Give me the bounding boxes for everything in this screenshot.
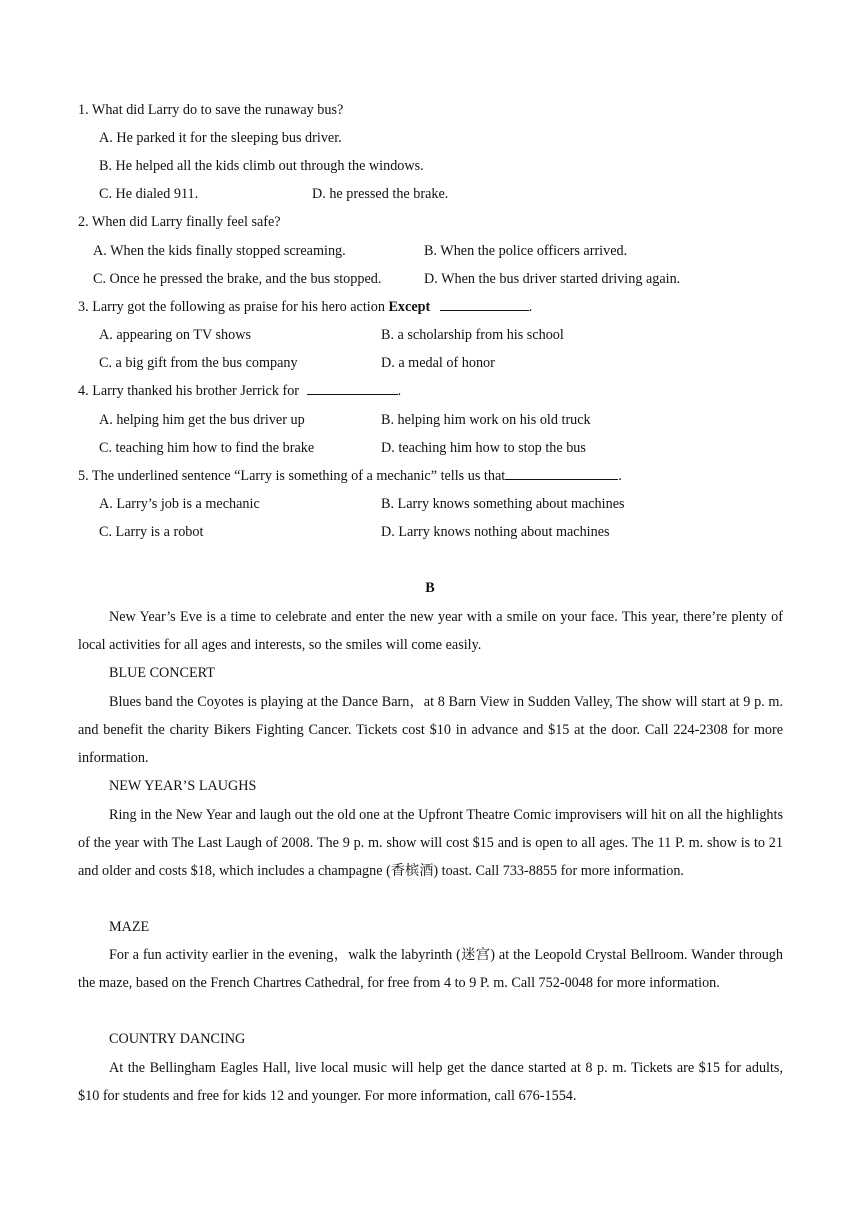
question-4-option-c: C. teaching him how to find the brake (99, 440, 315, 456)
question-4-stem-end: . (397, 383, 402, 399)
event-heading-maze: MAZE (109, 919, 150, 935)
question-5-option-b: B. Larry knows something about machines (381, 496, 625, 512)
question-2-option-a: A. When the kids finally stopped screaming. (93, 243, 346, 259)
question-4-option-d: D. teaching him how to stop the bus (381, 440, 586, 456)
answer-blank (505, 467, 618, 480)
question-1-option-c: C. He dialed 911. (99, 186, 199, 202)
question-3-stem-emphasis: Except (388, 299, 431, 315)
question-3-option-c: C. a big gift from the bus company (99, 355, 298, 371)
event-body-country-dancing: At the Bellingham Eagles Hall, live local music will help get the dance started at 8 p. m. Tickets are $15 for adults, $10 for students and free for kids 12 and younger. For more information, call 676-1554. (78, 1060, 783, 1105)
question-2-option-d: D. When the bus driver started driving again. (424, 271, 681, 287)
question-3-option-a: A. appearing on TV shows (99, 327, 251, 343)
event-body-blue-concert: Blues band the Coyotes is playing at the Dance Barn，at 8 Barn View in Sudden Valley, The show will start at 9 p. m. and benefit the charity Bikers Fighting Cancer. Tickets cost $10 in advance and $15 at the door. Call 224-2308 for more information. (78, 694, 783, 767)
question-5-option-c: C. Larry is a robot (99, 524, 204, 540)
question-5-option-a: A. Larry’s job is a mechanic (99, 496, 260, 512)
question-3-stem (78, 297, 532, 317)
section-title: B (425, 580, 435, 596)
event-heading-blue-concert: BLUE CONCERT (109, 665, 215, 681)
intro-paragraph: New Year’s Eve is a time to celebrate and enter the new year with a smile on your face. This year, there’re plenty of local activities for all ages and interests, so the smiles will come easily. (78, 609, 783, 654)
question-2-option-b: B. When the police officers arrived. (424, 243, 628, 259)
event-body-maze: For a fun activity earlier in the evening，walk the labyrinth (迷宫) at the Leopold Crystal Bellroom. Wander through the maze, based on the French Chartres Cathedral, for free from 4 to 9 P. m. Call 752-0048 for more information. (78, 947, 783, 992)
question-3-option-b: B. a scholarship from his school (381, 327, 564, 343)
question-3-stem-text: 3. Larry got the following as praise for his hero action (78, 299, 389, 315)
question-1-option-d: D. he pressed the brake. (312, 186, 449, 202)
question-4-stem-text: 4. Larry thanked his brother Jerrick for (78, 383, 303, 399)
question-1-stem: 1. What did Larry do to save the runaway bus? (78, 102, 344, 118)
question-5-option-d: D. Larry knows nothing about machines (381, 524, 610, 540)
event-heading-country-dancing: COUNTRY DANCING (109, 1031, 246, 1047)
question-4-option-b: B. helping him work on his old truck (381, 412, 591, 428)
event-heading-new-years-laughs: NEW YEAR’S LAUGHS (109, 778, 257, 794)
question-3-option-d: D. a medal of honor (381, 355, 495, 371)
question-2-option-c: C. Once he pressed the brake, and the bus stopped. (93, 271, 382, 287)
question-5-stem-end: . (618, 468, 622, 484)
question-5-stem (78, 466, 622, 486)
question-3-stem-end: . (528, 299, 533, 315)
question-4-stem (78, 381, 401, 401)
question-2-stem: 2. When did Larry finally feel safe? (78, 214, 281, 230)
answer-blank (307, 382, 398, 395)
question-1-option-b: B. He helped all the kids climb out through the windows. (99, 158, 424, 174)
answer-blank (440, 298, 529, 311)
event-body-new-years-laughs: Ring in the New Year and laugh out the old one at the Upfront Theatre Comic improvisers will hit on all the highlights of the year with The Last Laugh of 2008. The 9 p. m. show will cost $15 and is open to all ages. The 11 P. m. show is to 21 and older and costs $18, which includes a champagne (香槟酒) toast. Call 733-8855 for more information. (78, 807, 783, 880)
question-4-option-a: A. helping him get the bus driver up (99, 412, 305, 428)
question-1-option-a: A. He parked it for the sleeping bus driver. (99, 130, 342, 146)
question-5-stem-text: 5. The underlined sentence “Larry is something of a mechanic” tells us that (78, 468, 506, 484)
